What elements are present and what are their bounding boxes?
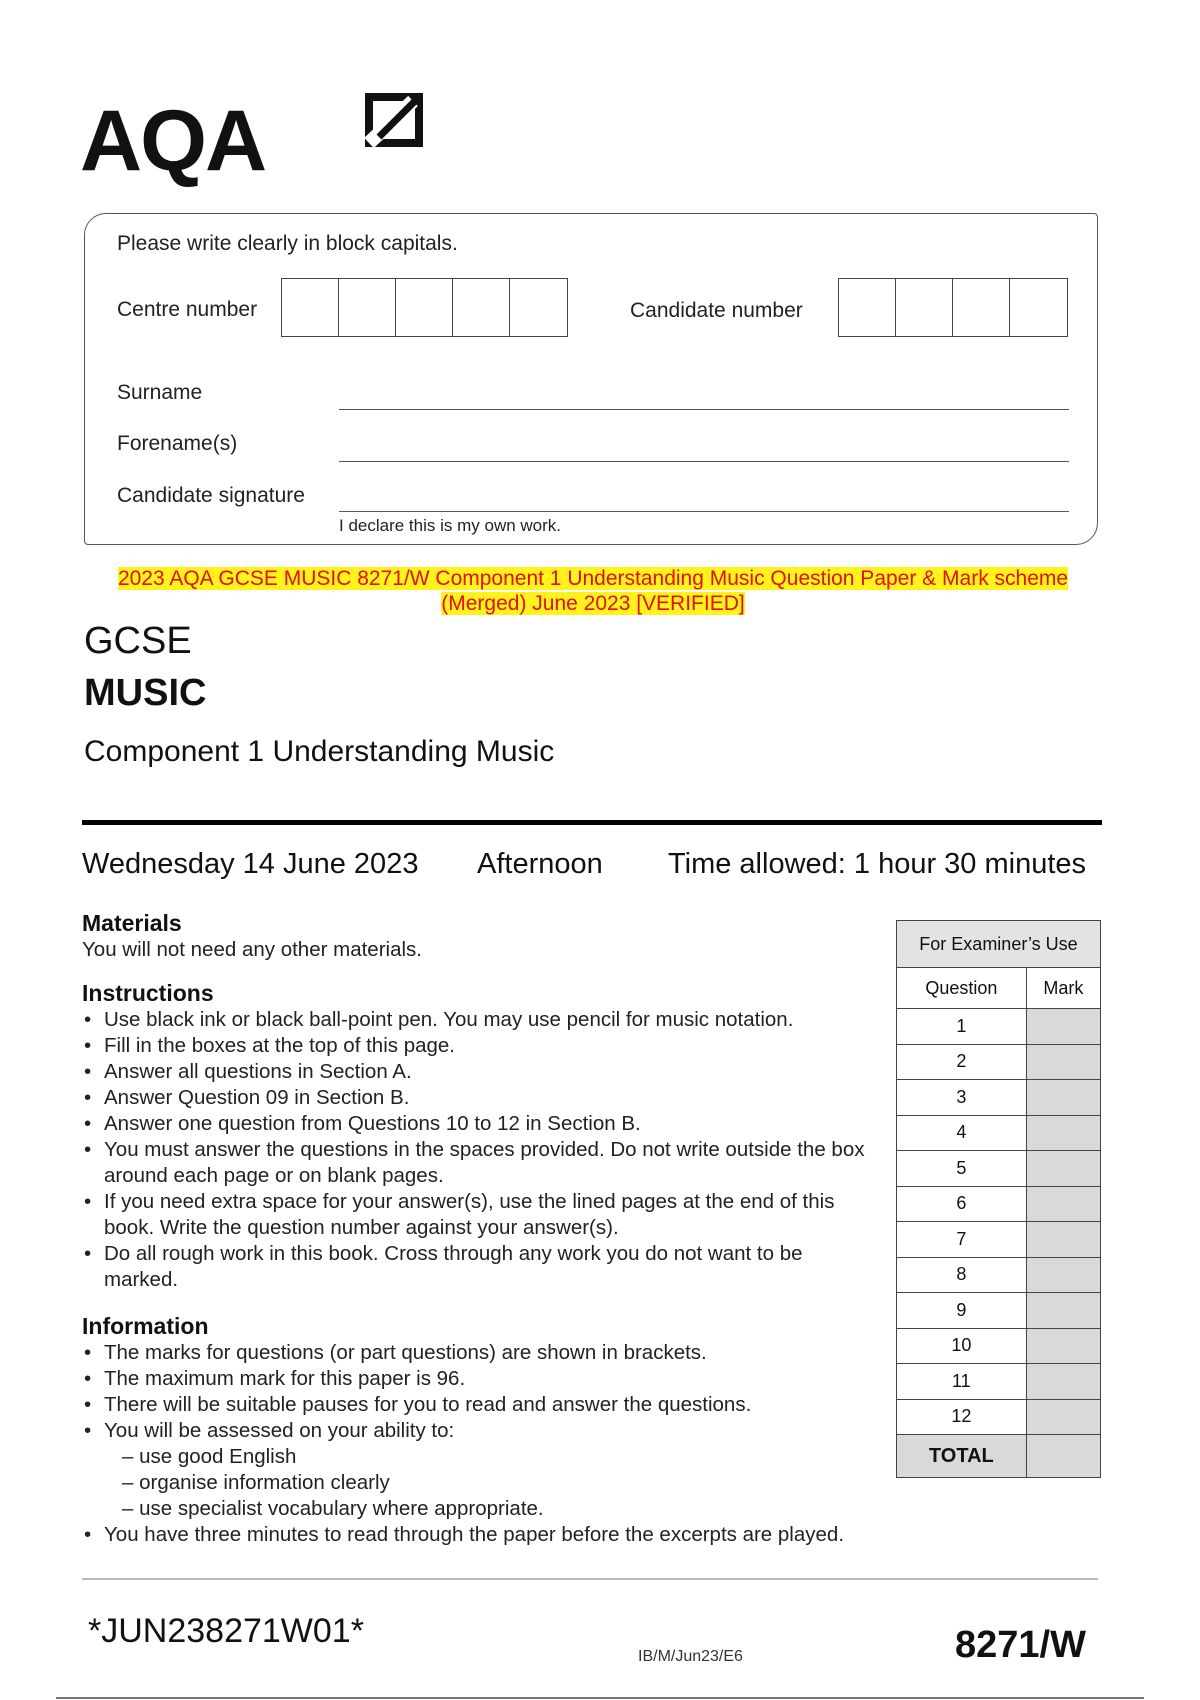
total-mark-cell xyxy=(1026,1435,1100,1478)
instructions-heading: Instructions xyxy=(82,980,214,1006)
centre-number-boxes[interactable] xyxy=(281,278,568,337)
subject-title: MUSIC xyxy=(84,672,207,714)
page-bottom-line xyxy=(56,1697,1144,1699)
question-number-cell: 10 xyxy=(897,1328,1027,1364)
information-item: • There will be suitable pauses for you to read and answer the questions. xyxy=(82,1392,962,1418)
information-item: • The maximum mark for this paper is 96. xyxy=(82,1366,962,1392)
qualification-level: GCSE xyxy=(84,620,192,662)
assessment-sub-item: – organise information clearly xyxy=(122,1471,390,1494)
question-number-cell: 4 xyxy=(897,1115,1027,1151)
mark-cell xyxy=(1026,1257,1100,1293)
question-number-cell: 7 xyxy=(897,1222,1027,1258)
candidate-number-label: Candidate number xyxy=(630,299,803,322)
centre-digit-box[interactable] xyxy=(510,279,567,336)
information-item: • The marks for questions (or part questions) are shown in brackets. xyxy=(82,1340,962,1366)
total-label: TOTAL xyxy=(897,1435,1027,1478)
materials-heading: Materials xyxy=(82,910,182,936)
question-number-cell: 11 xyxy=(897,1364,1027,1400)
examiner-table-row xyxy=(897,1115,1101,1151)
mark-cell xyxy=(1026,1399,1100,1435)
mark-cell xyxy=(1026,1115,1100,1151)
mark-cell xyxy=(1026,1151,1100,1187)
centre-digit-box[interactable] xyxy=(339,279,396,336)
instruction-item: • Fill in the boxes at the top of this page. xyxy=(82,1033,872,1059)
question-number-cell: 5 xyxy=(897,1151,1027,1187)
candidate-digit-box[interactable] xyxy=(1010,279,1067,336)
exam-date: Wednesday 14 June 2023 xyxy=(82,848,419,880)
examiner-table-row xyxy=(897,1222,1101,1258)
examiner-table-row xyxy=(897,1009,1101,1045)
assessment-sub-item: – use good English xyxy=(122,1445,297,1468)
highlighted-title-banner xyxy=(88,566,1098,616)
paper-reference: IB/M/Jun23/E6 xyxy=(638,1648,743,1665)
instruction-item: • Use black ink or black ball-point pen. You may use pencil for music notation. xyxy=(82,1007,872,1033)
candidate-digit-box[interactable] xyxy=(953,279,1010,336)
information-item: • You have three minutes to read through the paper before the excerpts are played. xyxy=(82,1522,962,1548)
instruction-item: • Answer Question 09 in Section B. xyxy=(82,1085,872,1111)
examiner-table-row xyxy=(897,1080,1101,1116)
examiner-table-row xyxy=(897,1044,1101,1080)
instruction-item: • Do all rough work in this book. Cross through any work you do not want to be marked. xyxy=(82,1241,872,1293)
examiner-table-row xyxy=(897,1151,1101,1187)
examiner-table-row xyxy=(897,1293,1101,1329)
examiner-table-row xyxy=(897,1257,1101,1293)
footer-divider xyxy=(82,1578,1098,1580)
question-number-cell: 1 xyxy=(897,1009,1027,1045)
forenames-field[interactable] xyxy=(339,461,1069,462)
question-number-cell: 9 xyxy=(897,1293,1027,1329)
question-number-cell: 6 xyxy=(897,1186,1027,1222)
examiner-table-row xyxy=(897,1364,1101,1400)
assessment-sub-item: – use specialist vocabulary where appropriate. xyxy=(122,1497,544,1520)
exam-session: Afternoon xyxy=(477,848,603,880)
forenames-label: Forename(s) xyxy=(117,432,238,455)
candidate-digit-box[interactable] xyxy=(896,279,953,336)
centre-digit-box[interactable] xyxy=(282,279,339,336)
candidate-details-box xyxy=(84,213,1098,545)
centre-number-label: Centre number xyxy=(117,298,258,321)
component-title: Component 1 Understanding Music xyxy=(84,735,555,768)
time-allowed: Time allowed: 1 hour 30 minutes xyxy=(668,848,1087,880)
instruction-item: • If you need extra space for your answer(s), use the lined pages at the end of this book. Write the question number against your answer(s). xyxy=(82,1189,872,1241)
question-number-cell: 3 xyxy=(897,1080,1027,1116)
examiners-use-title: For Examiner’s Use xyxy=(897,921,1101,968)
information-heading: Information xyxy=(82,1313,209,1339)
mark-cell xyxy=(1026,1186,1100,1222)
materials-section xyxy=(82,910,882,963)
instructions-section xyxy=(82,980,872,1293)
surname-field[interactable] xyxy=(339,409,1069,410)
examiners-use-table xyxy=(896,920,1101,1478)
question-number-cell: 2 xyxy=(897,1044,1027,1080)
mark-cell xyxy=(1026,1293,1100,1329)
aqa-tick-logo-icon xyxy=(365,93,423,147)
mark-cell xyxy=(1026,1328,1100,1364)
question-column-header: Question xyxy=(897,968,1027,1009)
mark-cell xyxy=(1026,1222,1100,1258)
declaration-text: I declare this is my own work. xyxy=(339,516,562,535)
centre-digit-box[interactable] xyxy=(453,279,510,336)
question-number-cell: 8 xyxy=(897,1257,1027,1293)
barcode-text: *JUN238271W01* xyxy=(88,1612,364,1650)
instruction-item: • Answer all questions in Section A. xyxy=(82,1059,872,1085)
information-section xyxy=(82,1313,962,1548)
instruction-item: • Answer one question from Questions 10 to 12 in Section B. xyxy=(82,1111,872,1137)
examiner-table-row xyxy=(897,1399,1101,1435)
banner-line-1: 2023 AQA GCSE MUSIC 8271/W Component 1 Understanding Music Question Paper & Mark scheme xyxy=(117,567,1069,590)
block-capitals-instruction: Please write clearly in block capitals. xyxy=(117,232,458,255)
title-divider xyxy=(82,820,1102,825)
mark-column-header: Mark xyxy=(1026,968,1100,1009)
signature-label: Candidate signature xyxy=(117,484,305,507)
materials-text: You will not need any other materials. xyxy=(82,938,422,961)
mark-cell xyxy=(1026,1080,1100,1116)
mark-cell xyxy=(1026,1364,1100,1400)
banner-line-2: (Merged) June 2023 [VERIFIED] xyxy=(441,592,745,615)
logo-text: AQA xyxy=(80,93,266,189)
centre-digit-box[interactable] xyxy=(396,279,453,336)
mark-cell xyxy=(1026,1009,1100,1045)
paper-code: 8271/W xyxy=(955,1624,1086,1666)
information-item: • You will be assessed on your ability to: xyxy=(82,1418,962,1444)
mark-cell xyxy=(1026,1044,1100,1080)
question-number-cell: 12 xyxy=(897,1399,1027,1435)
signature-field[interactable] xyxy=(339,511,1069,512)
candidate-number-boxes[interactable] xyxy=(838,278,1068,337)
instruction-item: • You must answer the questions in the spaces provided. Do not write outside the box around each page or on blank pages. xyxy=(82,1137,872,1189)
surname-label: Surname xyxy=(117,381,203,404)
examiner-table-row xyxy=(897,1328,1101,1364)
candidate-digit-box[interactable] xyxy=(839,279,896,336)
examiner-table-row xyxy=(897,1186,1101,1222)
